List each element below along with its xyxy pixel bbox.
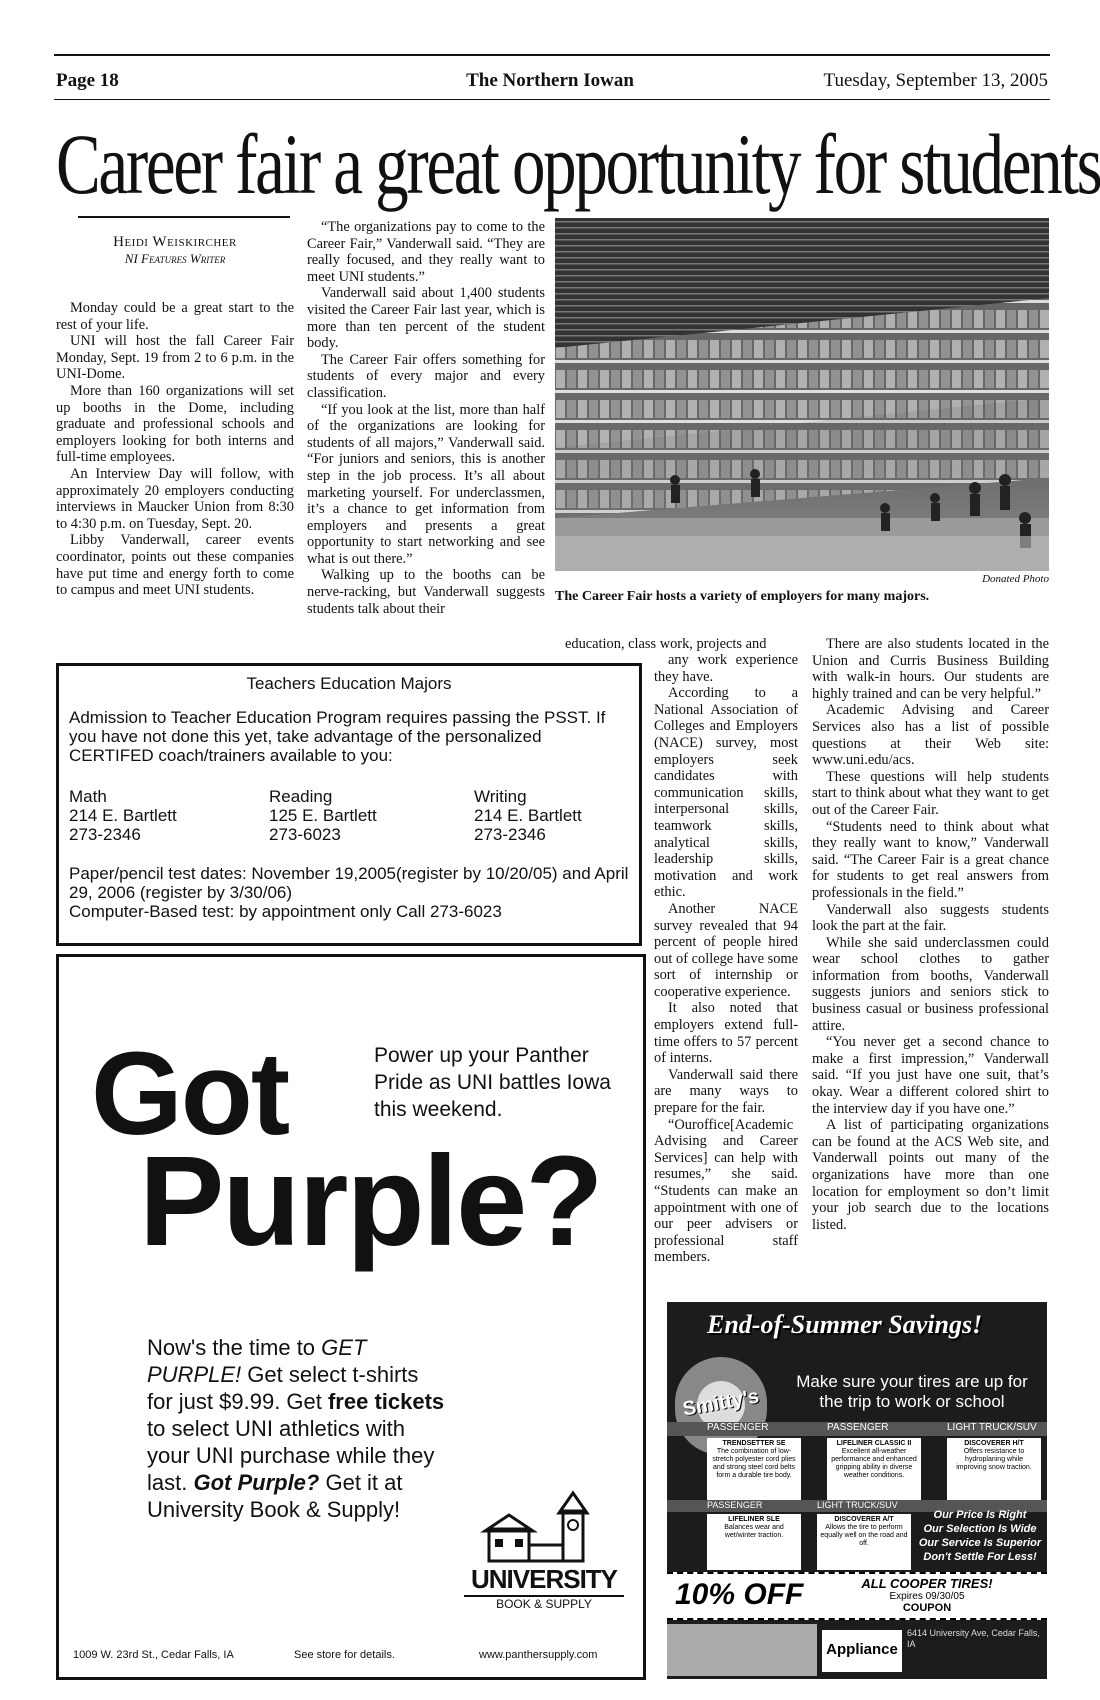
article-column-3-lead: education, class work, projects and bbox=[565, 636, 767, 652]
slogan bbox=[917, 1508, 1043, 1564]
coupon bbox=[667, 1572, 1047, 1620]
body-text: Get it at University Book & Supply! bbox=[147, 1470, 403, 1522]
headline: Career fair a great opportunity for students bbox=[56, 116, 1100, 212]
subject-room: 214 E. Bartlett bbox=[69, 806, 177, 825]
category-passenger: PASSENGER bbox=[827, 1422, 889, 1433]
subject-reading bbox=[269, 787, 474, 844]
subject-room: 214 E. Bartlett bbox=[474, 806, 582, 825]
slogan-line: Our Selection Is Wide bbox=[923, 1523, 1037, 1535]
paragraph: Walking up to the booths can be nerve-racking, but Vanderwall suggests students talk about their bbox=[307, 567, 545, 617]
ad-intro: Admission to Teacher Education Program requires passing the PSST. If you have not done this yet, take advantage of the personalized CERTIFED coach/trainers available to you: bbox=[69, 708, 606, 765]
see-store-note: See store for details. bbox=[294, 1649, 395, 1661]
tire-desc: Excellent all-weather performance and enhanced gripping ability in diverse weather conditions. bbox=[831, 1448, 917, 1479]
subject-writing bbox=[474, 787, 624, 844]
tire-name: DISCOVERER H/T bbox=[964, 1440, 1024, 1447]
body-text: to select UNI athletics with your UNI purchase while they last. bbox=[147, 1416, 435, 1495]
subject-phone: 273-2346 bbox=[69, 825, 141, 844]
subject-name: Writing bbox=[474, 787, 527, 806]
paragraph: “Ouroffice[Academic Advising and Career Services] can help with resumes,” she said. “Students can make an appointment with one of our peer advisers or professional staff members. bbox=[654, 1116, 798, 1266]
subject-name: Reading bbox=[269, 787, 333, 806]
slogan-line: Our Service Is Superior bbox=[918, 1537, 1042, 1549]
paragraph: The Career Fair offers something for students of every major and every classification. bbox=[307, 351, 545, 401]
byline bbox=[56, 234, 294, 267]
paragraph: Vanderwall also suggests students look the part at the fair. bbox=[812, 901, 1049, 935]
subject-room: 125 E. Bartlett bbox=[269, 806, 377, 825]
tire-name: LIFELINER CLASSIC II bbox=[836, 1440, 912, 1447]
tire-name: TRENDSETTER SE bbox=[722, 1440, 786, 1447]
body-got-purple: Got Purple? bbox=[193, 1470, 320, 1495]
slogan-line: Our Price Is Right bbox=[933, 1509, 1027, 1521]
body-get-purple: GET PURPLE! bbox=[147, 1335, 367, 1387]
paragraph: These questions will help students start to think about what they want to get out of the Career Fair. bbox=[812, 768, 1049, 818]
logo-subtext: BOOK & SUPPLY bbox=[464, 1595, 624, 1611]
got-word: Got bbox=[91, 1028, 289, 1160]
purple-word: Purple? bbox=[139, 1130, 602, 1273]
byline-rule bbox=[78, 216, 290, 218]
teacher-education-ad bbox=[56, 663, 642, 946]
paragraph: An Interview Day will follow, with approximately 20 employers conducting interviews in Maucker Union from 8:30 to 4:30 p.m. on Tuesday, Sept. 20. bbox=[56, 465, 294, 532]
tire-name: LIFELINER SLE bbox=[728, 1516, 780, 1523]
body-text: Get select t-shirts for just $9.99. Get bbox=[147, 1362, 419, 1414]
university-logo-icon bbox=[459, 1487, 619, 1567]
category-passenger: PASSENGER bbox=[707, 1422, 769, 1433]
paragraph: “The organizations pay to come to the Career Fair,” Vanderwall said. “They are really focused, and they really want to meet UNI students.” bbox=[307, 219, 545, 285]
paragraph: There are also students located in the Union and Curris Business Building with walk-in hours. Our students are highly trained and can be very helpful.” bbox=[812, 636, 1049, 702]
photo-caption: The Career Fair hosts a variety of employers for many majors. bbox=[555, 589, 930, 604]
tire-card bbox=[707, 1514, 801, 1570]
ad-body bbox=[147, 1334, 447, 1523]
paragraph: “You never get a second chance to make a first impression,” Vanderwall said. “If you just have one suit, that’s okay. Wear a different colored shirt to the interview day if you have one.” bbox=[812, 1034, 1049, 1117]
brand-name: Smitty's bbox=[681, 1385, 761, 1421]
body-free-tickets: free tickets bbox=[327, 1389, 445, 1414]
tire-desc: Balances wear and wet/winter traction. bbox=[724, 1524, 784, 1539]
article-column-4 bbox=[812, 636, 1049, 1233]
paragraph: It also noted that employers extend full-time offers to 57 percent of interns. bbox=[654, 1000, 798, 1067]
subject-phone: 273-6023 bbox=[269, 825, 341, 844]
category-bar bbox=[667, 1422, 1047, 1436]
paragraph: “Students need to think about what they really want to know,” Vanderwall said. “The Career Fair is a great chance for students to get real answers from professionals in the field.” bbox=[812, 818, 1049, 901]
offer-expires: Expires 09/30/05 bbox=[889, 1591, 965, 1602]
paragraph: Another NACE survey revealed that 94 percent of people hired out of college have some sort of internship or cooperative experience. bbox=[654, 900, 798, 1000]
article-column-3 bbox=[654, 652, 798, 1266]
photo-graphic bbox=[555, 218, 1049, 571]
subject-name: Math bbox=[69, 787, 107, 806]
offer-head: ALL COOPER TIRES! bbox=[861, 1576, 993, 1591]
store-logo: Appliance bbox=[822, 1630, 902, 1672]
header-rule bbox=[54, 99, 1050, 100]
ad-tagline: Power up your Panther Pride as UNI battles Iowa this weekend. bbox=[374, 1044, 611, 1121]
got-purple-ad bbox=[56, 954, 646, 1680]
paper-name: The Northern Iowan bbox=[466, 70, 634, 91]
tire-card bbox=[947, 1438, 1041, 1500]
tire-desc: The combination of low-stretch polyester cord plies and strong steel cord belts form a durable tire body. bbox=[712, 1448, 796, 1479]
subject-phone: 273-2346 bbox=[474, 825, 546, 844]
paragraph: Vanderwall said there are many ways to prepare for the fair. bbox=[654, 1066, 798, 1117]
article-column-1 bbox=[56, 300, 294, 599]
logo-text: UNIVERSITY bbox=[470, 1564, 618, 1594]
ad-tagline: Make sure your tires are up for the trip to work or school bbox=[796, 1372, 1028, 1411]
paragraph: Libby Vanderwall, career events coordinator, points out these companies have put time and energy forth to come to campus and meet UNI students. bbox=[56, 532, 294, 599]
paragraph: A list of participating organizations can be found at the ACS Web site, and Vanderwall points out many of the organizations have more than one location for employment so don’t limit your job search due to the locations listed. bbox=[812, 1117, 1049, 1233]
store-address: 1009 W. 23rd St., Cedar Falls, IA bbox=[73, 1649, 234, 1661]
category-light-truck: LIGHT TRUCK/SUV bbox=[817, 1500, 898, 1510]
byline-name: Heidi Weiskircher bbox=[113, 234, 237, 250]
page-number: Page 18 bbox=[56, 70, 119, 91]
ad-title: Teachers Education Majors bbox=[246, 674, 452, 693]
slogan-line: Don't Settle For Less! bbox=[923, 1551, 1037, 1563]
paragraph: Monday could be a great start to the rest of your life. bbox=[56, 300, 294, 333]
tire-ad bbox=[667, 1302, 1047, 1679]
tire-card bbox=[817, 1514, 911, 1570]
tire-card bbox=[827, 1438, 921, 1500]
subject-math bbox=[69, 787, 269, 844]
tire-desc: Offers resistance to hydroplaning while improving snow traction. bbox=[956, 1448, 1032, 1471]
offer-text: 10% OFF bbox=[675, 1578, 804, 1611]
store-url: www.panthersupply.com bbox=[479, 1649, 598, 1661]
paragraph: While she said underclassmen could wear school clothes to gather information from booths, Vanderwall suggests juniors and seniors stick to business casual or business professional attire. bbox=[812, 934, 1049, 1034]
tire-card bbox=[707, 1438, 801, 1500]
byline-title: NI Features Writer bbox=[124, 251, 226, 266]
paragraph: any work experience they have. bbox=[654, 652, 798, 685]
computer-test: Computer-Based test: by appointment only Call 273-6023 bbox=[69, 902, 502, 921]
coupon-label: COUPON bbox=[902, 1602, 952, 1614]
store-address: 6414 University Ave, Cedar Falls, IA bbox=[907, 1628, 1040, 1649]
test-dates: Paper/pencil test dates: November 19,2005(register by 10/20/05) and April 29, 2006 (register by 3/30/06) bbox=[69, 864, 629, 902]
paragraph: Academic Advising and Career Services also has a list of possible questions at their Web site: www.uni.edu/acs. bbox=[812, 702, 1049, 769]
paragraph: More than 160 organizations will set up booths in the Dome, including graduate and professional schools and employers looking for both interns and full-time employees. bbox=[56, 382, 294, 466]
paragraph: According to a National Association of Colleges and Employers (NACE) survey, most employers seek candidates with communication skills, interpersonal skills, teamwork skills, analytical skills, leadership skills, motivation and work ethic. bbox=[654, 685, 798, 901]
tire-name: DISCOVERER A/T bbox=[834, 1516, 894, 1523]
tire-desc: Allows the tire to perform equally well on the road and off. bbox=[820, 1524, 908, 1547]
category-light-truck: LIGHT TRUCK/SUV bbox=[947, 1422, 1037, 1433]
paragraph: Vanderwall said about 1,400 students visited the Career Fair last year, which is more than ten percent of the student body. bbox=[307, 285, 545, 352]
storefront-photo bbox=[667, 1624, 817, 1676]
body-text: Now's the time to bbox=[147, 1335, 322, 1360]
paragraph: “If you look at the list, more than half of the organizations are looking for students of all majors,” Vanderwall said. “For juniors and seniors, this is another step in the job process. It’s all about marketing yourself. For underclassmen, it’s a chance to get information from employers and presents a great opportunity to start networking and see what is out there.” bbox=[307, 401, 545, 567]
issue-date: Tuesday, September 13, 2005 bbox=[823, 70, 1048, 91]
photo-credit: Donated Photo bbox=[982, 573, 1049, 585]
article-column-2 bbox=[307, 219, 545, 617]
career-fair-photo bbox=[555, 218, 1049, 571]
category-passenger: PASSENGER bbox=[707, 1500, 763, 1510]
top-rule bbox=[54, 54, 1050, 56]
banner-text: End-of-Summer Savings! bbox=[707, 1310, 983, 1339]
paragraph: UNI will host the fall Career Fair Monday, Sept. 19 from 2 to 6 p.m. in the UNI-Dome. bbox=[56, 333, 294, 383]
subject-list bbox=[69, 787, 629, 844]
